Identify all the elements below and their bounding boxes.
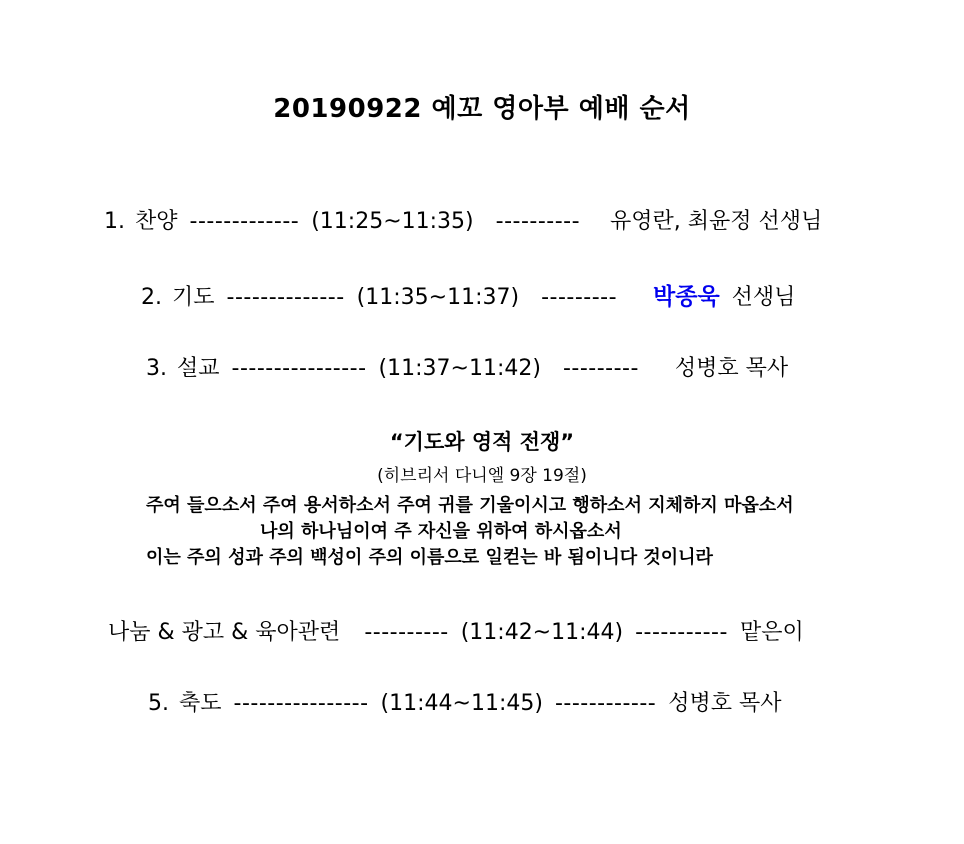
item-name: 기도	[172, 285, 215, 310]
item-number: 3.	[146, 356, 167, 381]
item-leader: 맡은이	[739, 620, 804, 645]
item-name: 축도	[179, 691, 222, 716]
item-dashes: ----------------	[233, 691, 369, 716]
item-name: 나눔 & 광고 & 육아관련	[108, 620, 341, 645]
item-leader: 유영란, 최윤정 선생님	[610, 209, 823, 234]
verse-line: 주여 들으소서 주여 용서하소서 주여 귀를 기울이시고 행하소서 지체하지 마옵소서	[146, 495, 794, 516]
item-name: 찬양	[135, 209, 178, 234]
item-dashes: -------------	[189, 209, 300, 234]
item-leader: 성병호 목사	[668, 691, 782, 716]
item-time: (11:25~11:35)	[311, 209, 474, 234]
order-item-prayer	[141, 281, 795, 314]
order-item-praise	[104, 206, 822, 238]
item-time: (11:44~11:45)	[380, 691, 543, 716]
item-dashes: -----------	[635, 620, 728, 645]
item-leader-highlight: 박종욱	[653, 284, 720, 310]
order-item-sharing	[108, 617, 804, 649]
sermon-title: “기도와 영적 전쟁”	[389, 430, 575, 454]
item-leader-suffix: 선생님	[731, 285, 796, 310]
item-number: 1.	[104, 209, 125, 234]
item-dashes: ------------	[554, 691, 657, 716]
page-title: 20190922 예꼬 영아부 예배 순서	[273, 94, 691, 124]
item-dashes: ----------------	[231, 356, 367, 381]
item-number: 2.	[141, 285, 162, 310]
item-number: 5.	[148, 691, 169, 716]
item-dashes: ---------	[541, 285, 618, 310]
verse-line: 나의 하나님이여 주 자신을 위하여 하시옵소서	[260, 521, 622, 542]
item-dashes: --------------	[226, 285, 345, 310]
item-time: (11:37~11:42)	[378, 356, 541, 381]
item-name: 설교	[177, 356, 220, 381]
order-item-sermon	[146, 353, 788, 385]
verse-line: 이는 주의 성과 주의 백성이 주의 이름으로 일컫는 바 됨이니다 것이니라	[146, 547, 713, 568]
item-dashes: ---------	[562, 356, 639, 381]
item-time: (11:42~11:44)	[460, 620, 624, 645]
order-item-benediction	[148, 688, 781, 720]
item-dashes: ----------	[495, 209, 581, 234]
item-leader: 성병호 목사	[674, 356, 789, 381]
item-time: (11:35~11:37)	[356, 285, 520, 310]
item-dashes: ----------	[364, 620, 449, 645]
sermon-reference: (히브리서 다니엘 9장 19절)	[377, 466, 587, 486]
